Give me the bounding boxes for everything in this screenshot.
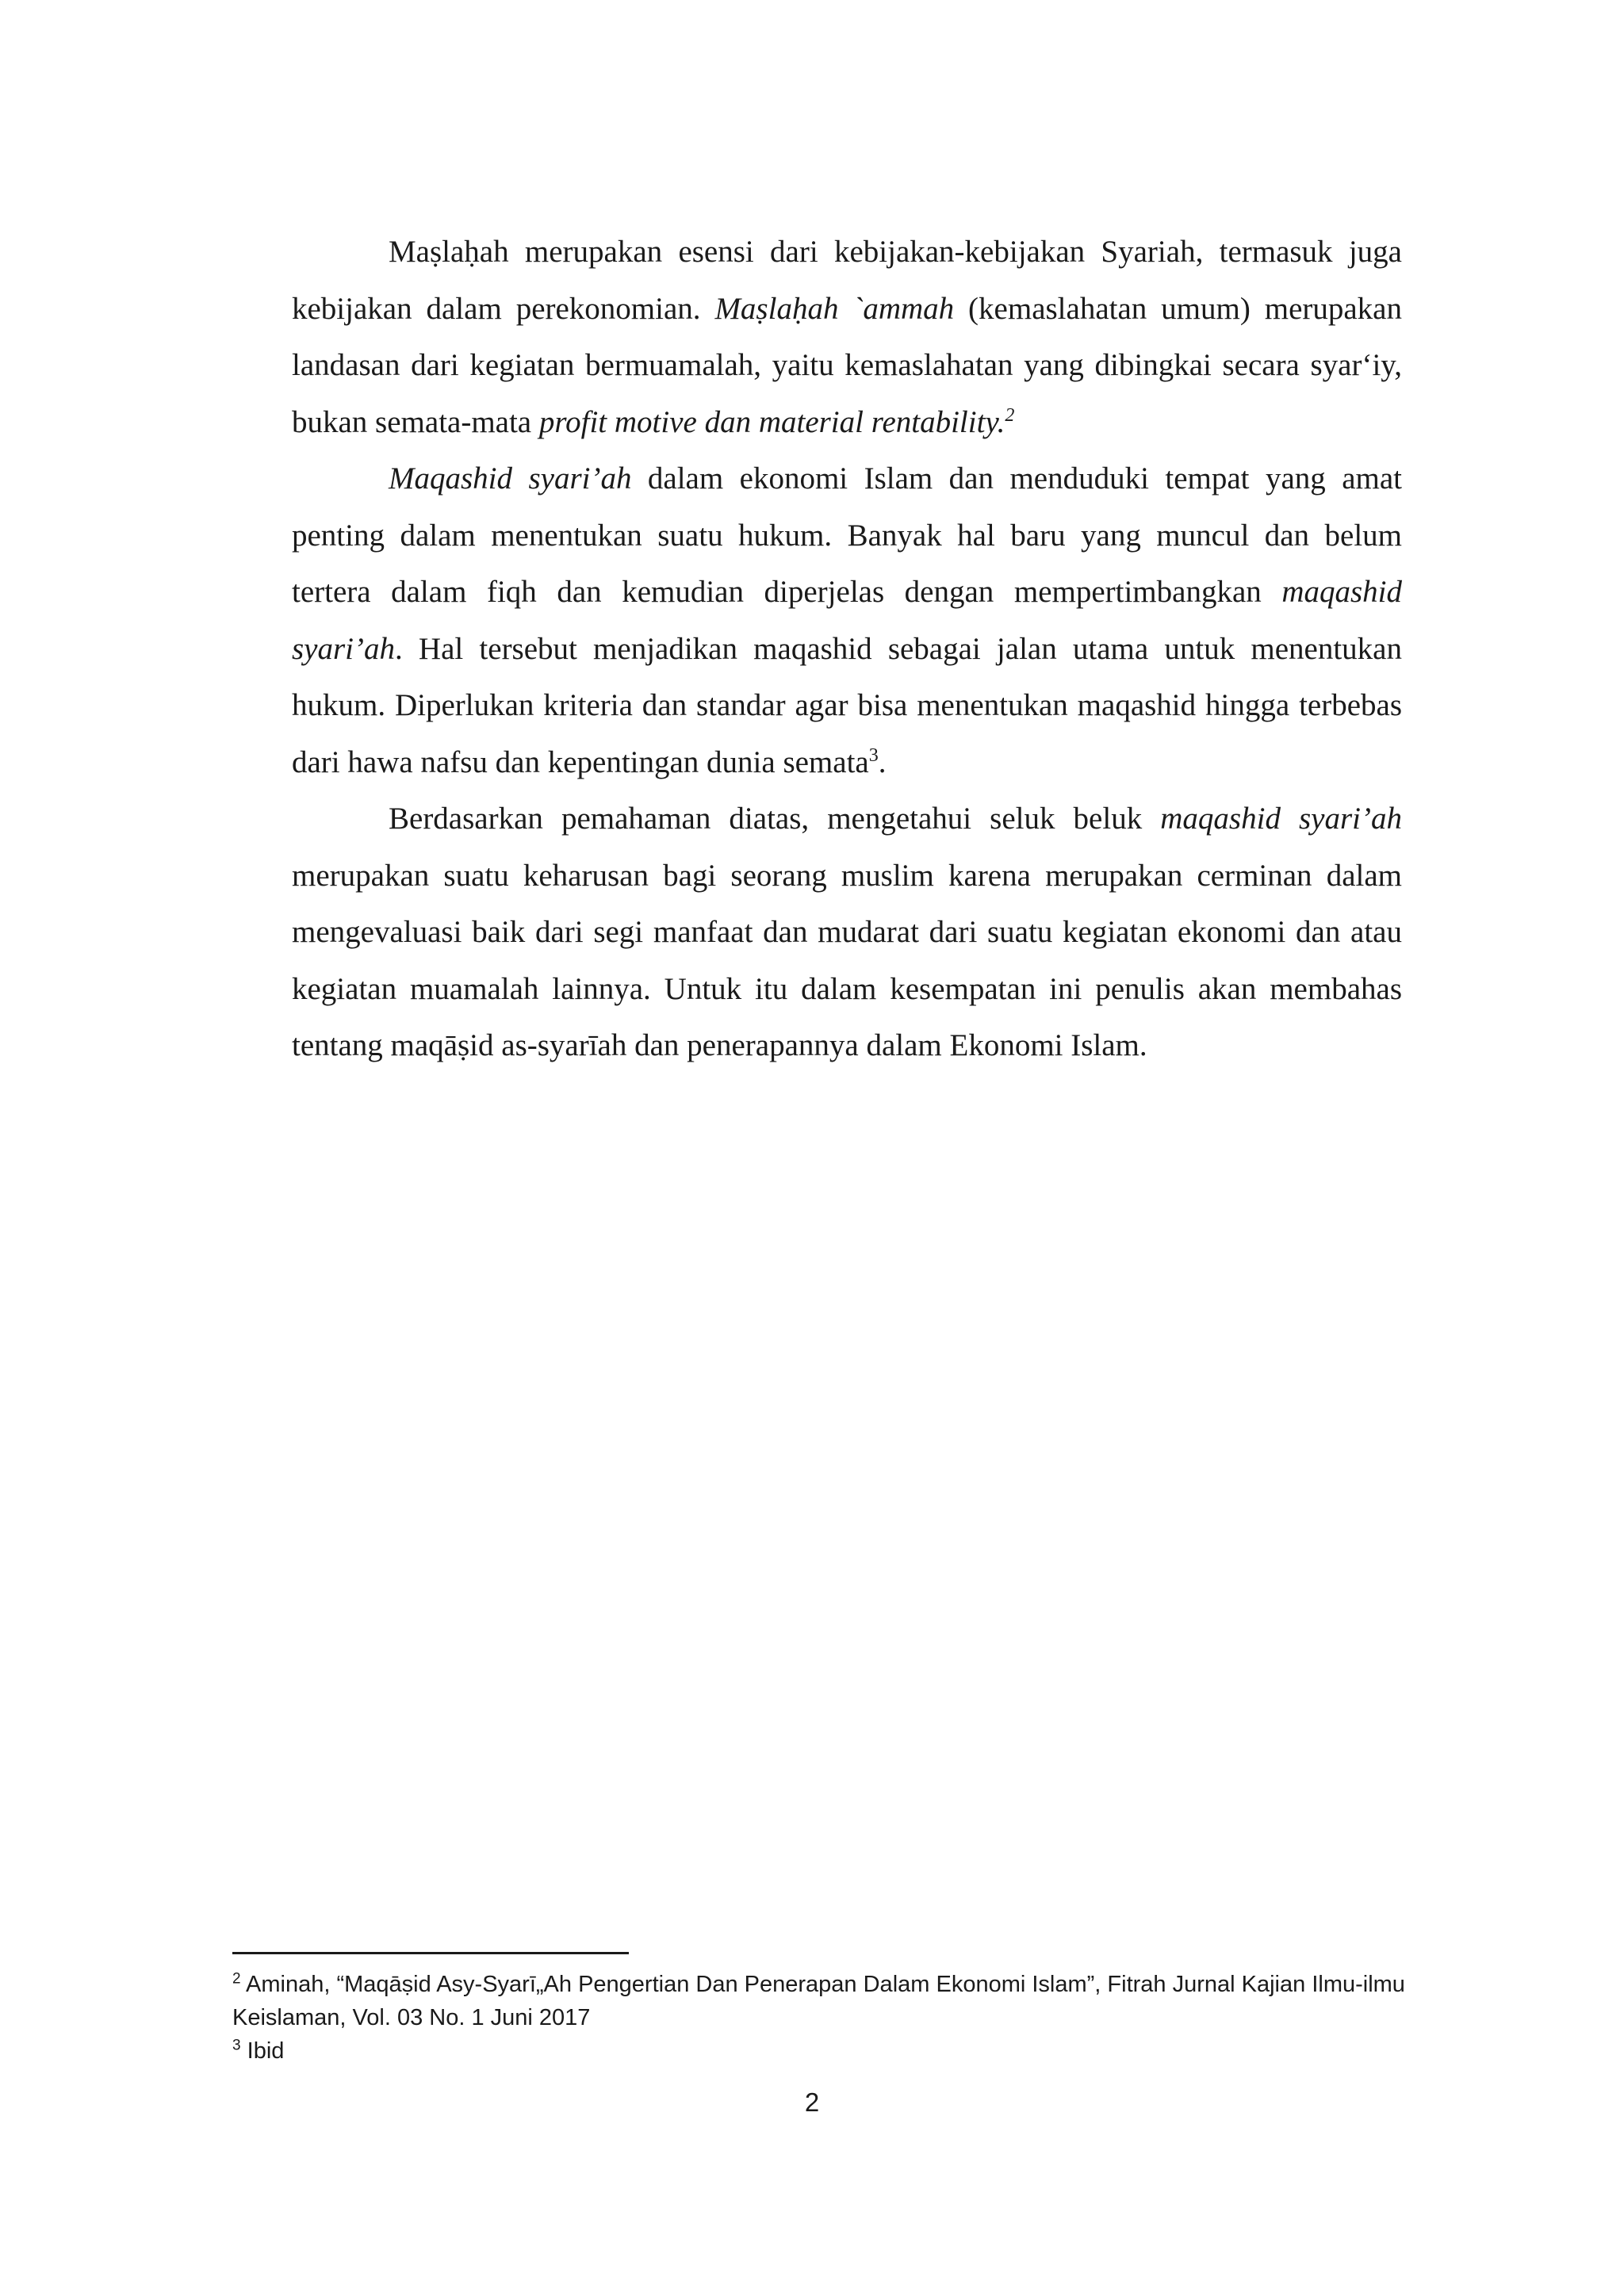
footnote-ref-3[interactable]: 3	[868, 744, 879, 766]
text-segment: (kemaslahatan umum) merupakan landasan dari kegiatan bermuamalah, yaitu kemaslahatan yang dibingkai secara syar‘iy, bukan semata-mata	[292, 291, 1402, 439]
footnote-marker: 2	[232, 1970, 241, 1988]
text-segment-italic: maqashid syari’ah	[292, 575, 1402, 666]
footnote-separator	[232, 1952, 629, 1954]
text-segment: . Hal tersebut menjadikan maqashid sebagai jalan utama untuk menentukan hukum. Diperlukan kriteria dan standar agar bisa menentukan maqashid hingga terbebas dari hawa nafsu dan kepentingan dunia semata	[292, 631, 1402, 779]
text-segment: .	[878, 744, 887, 779]
paragraph-1	[292, 224, 1402, 450]
text-segment: Maṣlaḥah merupakan esensi dari kebijakan-kebijakan Syariah, termasuk juga kebijakan dalam perekonomian.	[292, 235, 1402, 326]
text-segment: dalam ekonomi Islam dan menduduki tempat yang amat penting dalam menentukan suatu hukum. Banyak hal baru yang muncul dan belum tertera dalam fiqh dan kemudian diperjelas dengan mempertimbangkan	[292, 461, 1403, 609]
footnote-marker: 3	[232, 2037, 241, 2054]
text-segment: Berdasarkan pemahaman diatas, mengetahui seluk beluk	[389, 802, 1161, 836]
footnote-text: Ibid	[240, 2038, 285, 2064]
text-segment-italic: maqashid syari’ah	[1160, 802, 1402, 836]
text-segment-italic: profit motive dan material rentability.	[538, 404, 1005, 439]
footnotes	[232, 1968, 1422, 2068]
footnote-2	[232, 1968, 1422, 2034]
text-segment-italic: Maṣlaḥah `ammah	[714, 291, 955, 326]
body-text	[292, 224, 1402, 1074]
text-segment: merupakan suatu keharusan bagi seorang muslim karena merupakan cerminan dalam mengevaluasi baik dari segi manfaat dan mudarat dari suatu kegiatan ekonomi dan atau kegiatan muamalah lainnya. Untuk itu dalam kesempatan ini penulis akan membahas tentang maqāṣid as-syarīah dan penerapannya dalam Ekonomi Islam.	[292, 858, 1402, 1062]
paragraph-2	[292, 450, 1402, 790]
text-segment-italic: Maqashid syari’ah	[389, 461, 632, 496]
footnote-ref-2[interactable]: 2	[1005, 404, 1015, 426]
footnote-text: Aminah, “Maqāṣid Asy-Syarī„Ah Pengertian Dan Penerapan Dalam Ekonomi Islam”, Fitrah Jurnal Kajian Ilmu-ilmu Keislaman, Vol. 03 No. 1 Juni 2017	[232, 1972, 1405, 2030]
footnote-3	[232, 2034, 1422, 2068]
paragraph-3	[292, 790, 1402, 1074]
page-number: 2	[804, 2087, 820, 2117]
